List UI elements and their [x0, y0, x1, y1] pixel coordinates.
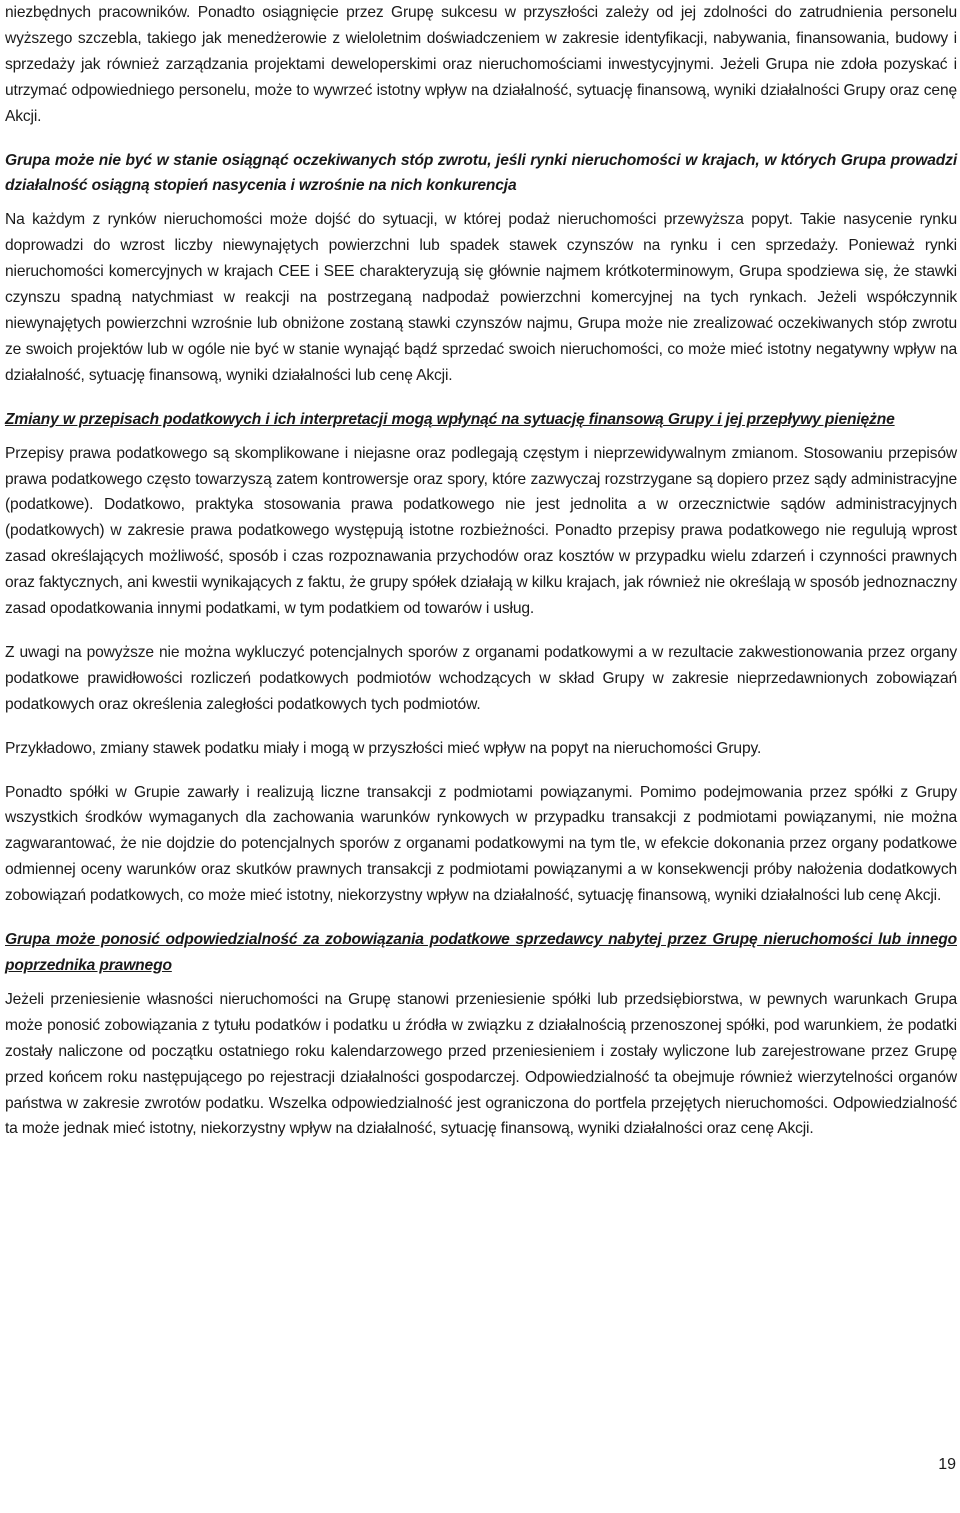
- heading-market-saturation: Grupa może nie być w stanie osiągnąć oczekiwanych stóp zwrotu, jeśli rynki nieruchomości w krajach, w których Grupa prowadzi działalność osiągną stopień nasycenia i wzrośnie na nich konkurencja: [5, 151, 957, 195]
- paragraph-tax-rates: Przykładowo, zmiany stawek podatku miały i mogą w przyszłości mieć wpływ na popyt na nieruchomości Grupy.: [5, 739, 762, 757]
- page-number: 19: [938, 1456, 956, 1473]
- paragraph-personnel: niezbędnych pracowników. Ponadto osiągnięcie przez Grupę sukcesu w przyszłości zależy od jej zdolności do zatrudnienia personelu wyższego szczebla, takiego jak menedżerowie z wieloletnim doświadczeniem w zakresie identyfikacji, nabywania, finansowania, budowy i sprzedaży jak również zarządzania projektami deweloperskimi oraz nieruchomościami inwestycyjnymi. Jeżeli Grupa nie zdoła pozyskać i utrzymać odpowiedniego personelu, może to wywrzeć istotny wpływ na działalność, sytuację finansową, wyniki działalności Grupy oraz cenę Akcji.: [5, 4, 957, 125]
- paragraph-related-transactions: Ponadto spółki w Grupie zawarły i realizują liczne transakcji z podmiotami powiązanymi. Pomimo podejmowania przez spółki z Grupy wszystkich środków wymaganych dla zachowania warunków rynkowych w przypadku transakcji z podmiotami powiązanymi, nie można zagwarantować, że nie dojdzie do potencjalnych sporów z organami podatkowymi na tym tle, w efekcie dokonania przez organy podatkowe odmiennej oceny warunków oraz skutków prawnych transakcji z podmiotami powiązanymi a w konsekwencji próby nałożenia dodatkowych zobowiązań podatkowych, co może mieć istotny, niekorzystny wpływ na działalność, sytuację finansową, wyniki działalności lub cenę Akcji.: [5, 783, 957, 905]
- paragraph-seller-tax-liability: Jeżeli przeniesienie własności nieruchomości na Grupę stanowi przeniesienie spółki lub przedsiębiorstwa, w pewnych warunkach Grupa może ponosić zobowiązania z tytułu podatków i podatku u źródła w związku z działalnością przenoszonej spółki, pod warunkiem, że podatki zostały naliczone od początku ostatniego roku kalendarzowego przed przeniesieniem i zostały wyliczone lub zarejestrowane przez Grupę przed końcem roku następującego po rejestracji działalności gospodarczej. Odpowiedzialność ta obejmuje również wierzytelności organów państwa w zakresie zwrotów podatku. Wszelka odpowiedzialność jest ograniczona do portfela przejętych nieruchomości. Odpowiedzialność ta może jednak mieć istotny, niekorzystny wpływ na działalność, sytuację finansową, wyniki działalności oraz cenę Akcji.: [5, 990, 957, 1138]
- paragraph-tax-disputes: Z uwagi na powyższe nie można wykluczyć potencjalnych sporów z organami podatkowymi a w rezultacie zakwestionowania przez organy podatkowe prawidłowości rozliczeń podatkowych podmiotów wchodzących w skład Grupy w zakresie nieprzedawnionych zobowiązań podatkowych oraz określenia zaległości podatkowych tych podmiotów.: [5, 643, 957, 713]
- paragraph-market-saturation: Na każdym z rynków nieruchomości może dojść do sytuacji, w której podaż nieruchomości przewyższa popyt. Takie nasycenie rynku doprowadzi do wzrost liczby niewynajętych powierzchni lub spadek stawek czynszów na rynku i cen sprzedaży. Ponieważ rynki nieruchomości komercyjnych w krajach CEE i SEE charakteryzują się głównie najmem krótkoterminowym, Grupa spodziewa się, że stawki czynszu spadną natychmiast w reakcji na postrzeganą nadpodaż powierzchni komercyjnej na tych rynkach. Jeżeli współczynnik niewynajętych powierzchni wzrośnie lub obniżone zostaną stawki czynszów najmu, Grupa może nie zrealizować oczekiwanych stóp zwrotu ze swoich projektów lub w ogóle nie być w stanie wynająć bądź sprzedać swoich nieruchomości, co może mieć istotny negatywny wpływ na działalność, sytuację finansową, wyniki działalności lub cenę Akcji.: [5, 211, 957, 384]
- document-page: [5, 0, 957, 1142]
- heading-tax-changes: Zmiany w przepisach podatkowych i ich interpretacji mogą wpłynąć na sytuację finansową Grupy i jej przepływy pieniężne: [5, 410, 895, 428]
- heading-seller-tax-liability: Grupa może ponosić odpowiedzialność za zobowiązania podatkowe sprzedawcy nabytej przez Grupę nieruchomości lub innego poprzednika prawnego: [5, 931, 957, 974]
- paragraph-tax-law: Przepisy prawa podatkowego są skomplikowane i niejasne oraz podlegają częstym i nieprzewidywalnym zmianom. Stosowaniu przepisów prawa podatkowego często towarzyszą zatem kontrowersje oraz spory, które zazwyczaj rozstrzygane są dopiero przez sądy administracyjne (podatkowe). Dodatkowo, praktyka stosowania prawa podatkowego nie jest jednolita a w orzecznictwie sądów administracyjnych (podatkowych) w zakresie prawa podatkowego występują istotne rozbieżności. Ponadto przepisy prawa podatkowego nie regulują wprost zasad określających możliwość, sposób i czas rozpoznawania przychodów oraz kosztów w przypadku wielu zdarzeń i czynności prawnych oraz faktycznych, ani kwestii wynikających z faktu, że grupy spółek działają w kilku krajach, jak również nie określają w sposób jednoznaczny zasad opodatkowania innymi podatkami, w tym podatkiem od towarów i usług.: [5, 444, 957, 618]
